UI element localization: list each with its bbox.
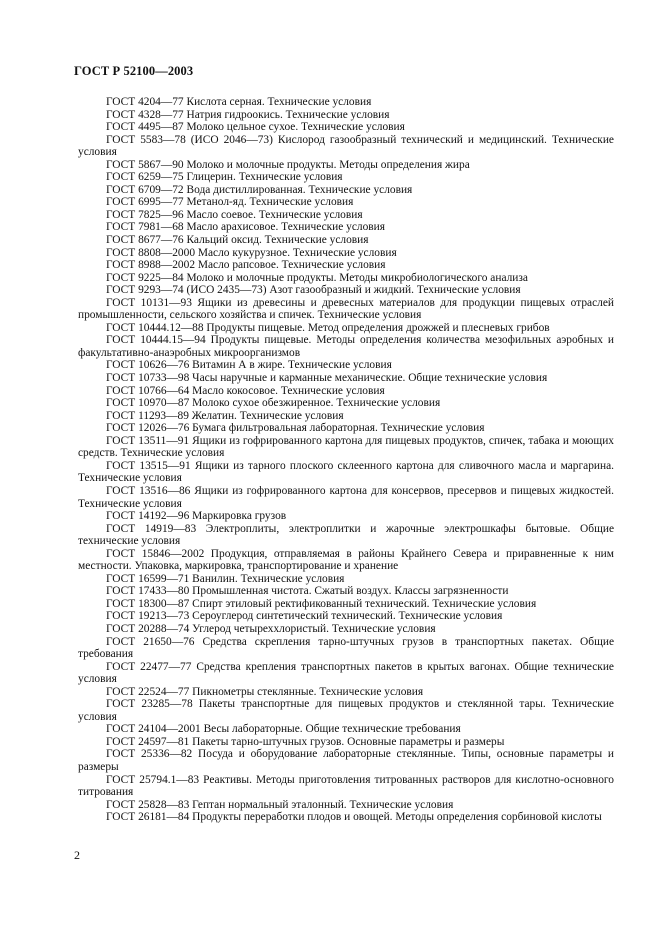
reference-item: ГОСТ 5583—78 (ИСО 2046—73) Кислород газообразный технический и медицинский. Технические условия [78, 133, 614, 159]
reference-item: ГОСТ 22477—77 Средства крепления транспортных пакетов в крытых вагонах. Общие технические условия [78, 660, 614, 686]
reference-item: ГОСТ 10131—93 Ящики из древесины и древесных материалов для продукции пищевых отраслей промышленности, сельского хозяйства и спичек. Технические условия [78, 296, 614, 322]
reference-item: ГОСТ 26181—84 Продукты переработки плодов и овощей. Методы определения сорбиновой кислоты [106, 811, 602, 824]
reference-item: ГОСТ 17433—80 Промышленная чистота. Сжатый воздух. Классы загрязненности [106, 585, 509, 598]
reference-item: ГОСТ 10733—98 Часы наручные и карманные механические. Общие технические условия [106, 372, 548, 385]
reference-item: ГОСТ 6995—77 Метанол-яд. Технические условия [106, 196, 354, 209]
reference-item: ГОСТ 16599—71 Ванилин. Технические условия [106, 572, 345, 585]
normative-references-list [78, 96, 614, 824]
reference-item: ГОСТ 4204—77 Кислота серная. Технические условия [106, 96, 372, 108]
reference-item: ГОСТ 13511—91 Ящики из гофрированного картона для пищевых продуктов, спичек, табака и моющих средств. Технические условия [78, 434, 614, 460]
reference-item: ГОСТ 19213—73 Сероуглерод синтетический технический. Технические условия [106, 610, 503, 623]
reference-item: ГОСТ 8808—2000 Масло кукурузное. Технические условия [106, 246, 397, 259]
reference-item: ГОСТ 20288—74 Углерод четыреххлористый. Технические условия [106, 622, 436, 635]
reference-item: ГОСТ 10970—87 Молоко сухое обезжиренное. Технические условия [106, 397, 441, 410]
reference-item: ГОСТ 22524—77 Пикнометры стеклянные. Технические условия [106, 685, 424, 698]
reference-item: ГОСТ 7981—68 Масло арахисовое. Технические условия [106, 221, 385, 234]
reference-item: ГОСТ 13515—91 Ящики из тарного плоского склеенного картона для сливочного масла и маргарина. Технические условия [78, 459, 614, 485]
reference-item: ГОСТ 25794.1—83 Реактивы. Методы приготовления титрованных растворов для кислотно-основного титрования [78, 773, 614, 799]
page-number: 2 [74, 848, 80, 862]
reference-item: ГОСТ 15846—2002 Продукция, отправляемая в районы Крайнего Севера и приравненные к ним местности. Упаковка, маркировка, транспортирование и хранение [78, 547, 614, 573]
reference-item: ГОСТ 10766—64 Масло кокосовое. Технические условия [106, 384, 385, 397]
reference-item: ГОСТ 18300—87 Спирт этиловый ректификованный технический. Технические условия [106, 597, 537, 610]
reference-item: ГОСТ 10444.12—88 Продукты пищевые. Метод определения дрожжей и плесневых грибов [106, 321, 550, 334]
reference-item: ГОСТ 6259—75 Глицерин. Технические условия [106, 171, 343, 184]
reference-item: ГОСТ 21650—76 Средства скрепления тарно-штучных грузов в транспортных пакетах. Общие требования [78, 635, 614, 661]
reference-item: ГОСТ 10626—76 Витамин А в жире. Технические условия [106, 359, 392, 372]
reference-item: ГОСТ 6709—72 Вода дистиллированная. Технические условия [106, 183, 413, 196]
reference-item: ГОСТ 24104—2001 Весы лабораторные. Общие технические требования [106, 723, 461, 736]
reference-item: ГОСТ 7825—96 Масло соевое. Технические условия [106, 208, 363, 221]
reference-item: ГОСТ 9293—74 (ИСО 2435—73) Азот газообразный и жидкий. Технические условия [106, 284, 521, 297]
reference-item: ГОСТ 5867—90 Молоко и молочные продукты. Методы определения жира [106, 158, 470, 171]
reference-item: ГОСТ 10444.15—94 Продукты пищевые. Методы определения количества мезофильных аэробных и факультативно-анаэробных микроорганизмов [78, 334, 614, 359]
reference-item: ГОСТ 8677—76 Кальций оксид. Технические условия [106, 234, 369, 247]
reference-item: ГОСТ 9225—84 Молоко и молочные продукты. Методы микробиологического анализа [106, 271, 528, 284]
reference-item: ГОСТ 13516—86 Ящики из гофрированного картона для консервов, пресервов и пищевых жидкостей. Технические условия [78, 484, 614, 510]
reference-item: ГОСТ 25336—82 Посуда и оборудование лабораторные стеклянные. Типы, основные параметры и размеры [78, 748, 614, 773]
reference-item: ГОСТ 24597—81 Пакеты тарно-штучных грузов. Основные параметры и размеры [106, 735, 505, 748]
reference-item: ГОСТ 4328—77 Натрия гидроокись. Технические условия [106, 108, 390, 121]
page-header: ГОСТ Р 52100—2003 [74, 64, 194, 78]
reference-item: ГОСТ 14919—83 Электроплиты, электроплитки и жарочные электрошкафы бытовые. Общие технические условия [78, 522, 614, 548]
reference-item: ГОСТ 12026—76 Бумага фильтровальная лабораторная. Технические условия [106, 422, 485, 435]
reference-item: ГОСТ 25828—83 Гептан нормальный эталонный. Технические условия [106, 798, 454, 811]
reference-item: ГОСТ 11293—89 Желатин. Технические условия [106, 409, 344, 422]
reference-item: ГОСТ 8988—2002 Масло рапсовое. Технические условия [106, 259, 386, 272]
reference-item: ГОСТ 14192—96 Маркировка грузов [106, 510, 287, 523]
reference-item: ГОСТ 4495—87 Молоко цельное сухое. Технические условия [106, 121, 405, 134]
reference-item: ГОСТ 23285—78 Пакеты транспортные для пищевых продуктов и стеклянной тары. Технические условия [78, 698, 614, 723]
